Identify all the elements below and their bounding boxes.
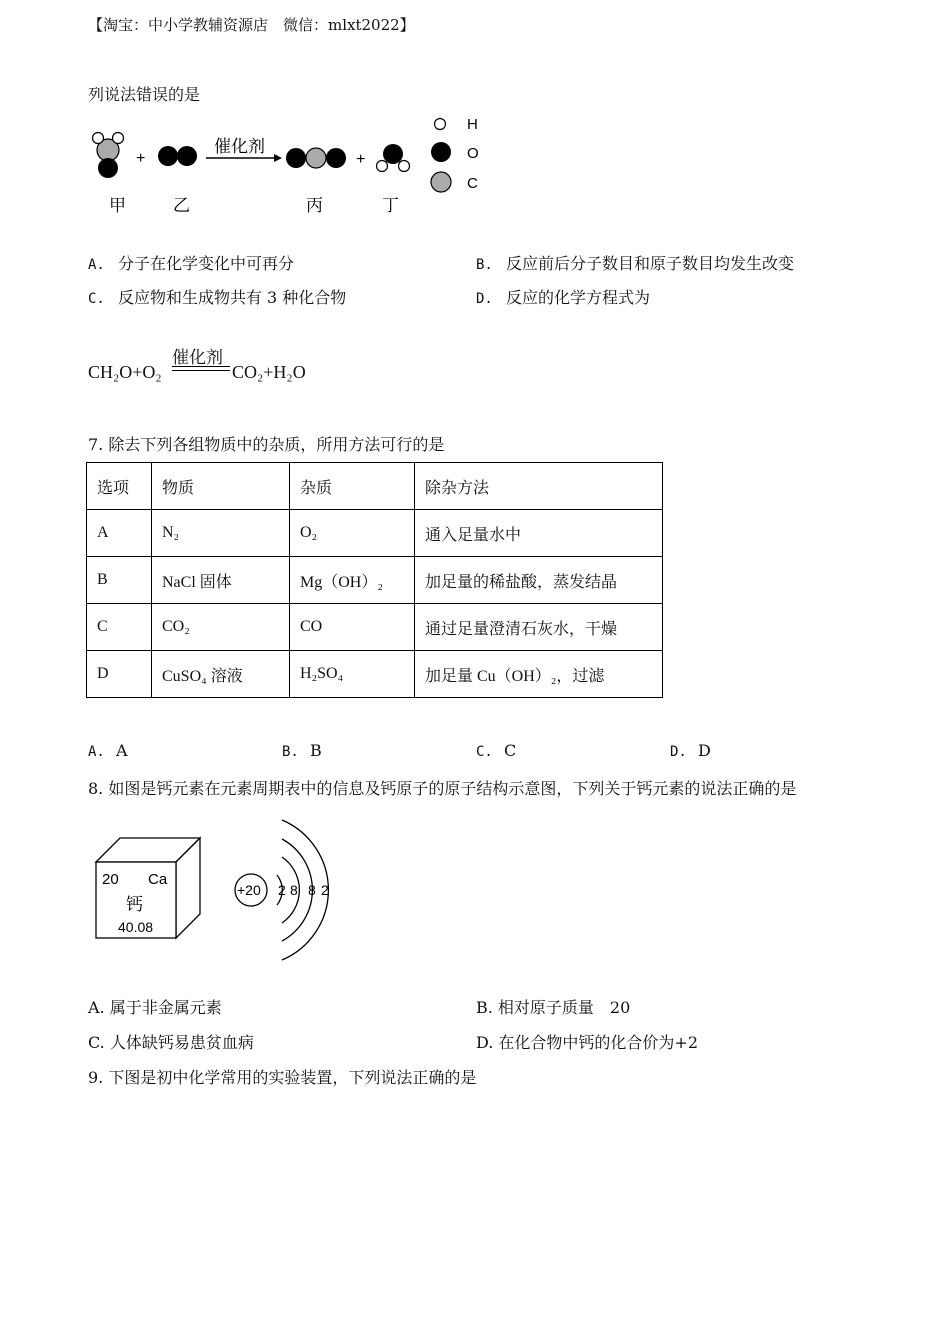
equation-catalyst: 催化剂 bbox=[172, 348, 223, 368]
equation-right: CO₂+H₂O bbox=[232, 362, 306, 382]
table-cell: 加足量的稀盐酸，蒸发结晶 bbox=[415, 557, 663, 604]
table-cell: H₂SO₄ bbox=[290, 651, 415, 698]
q7-option-d[interactable]: D. D bbox=[670, 741, 711, 760]
element-mass: 40.08 bbox=[118, 919, 154, 935]
label-ding: 丁 bbox=[382, 196, 399, 216]
table-header: 除杂方法 bbox=[415, 463, 663, 510]
shell-electrons-1: 2 bbox=[278, 882, 286, 898]
label-bing: 丙 bbox=[306, 196, 323, 216]
q6-stem: 列说法错误的是 bbox=[88, 85, 201, 104]
label-yi: 乙 bbox=[173, 196, 190, 216]
q6-option-a[interactable]: A. 分子在化学变化中可再分 bbox=[88, 254, 294, 273]
nucleus-charge: +20 bbox=[237, 882, 261, 898]
table-cell: D bbox=[87, 651, 152, 698]
element-symbol: Ca bbox=[148, 871, 168, 888]
molecule-ding bbox=[377, 144, 410, 172]
q6-reaction-diagram bbox=[82, 108, 502, 228]
table-cell: CO₂ bbox=[152, 604, 290, 651]
q7-stem: 7. 除去下列各组物质中的杂质，所用方法可行的是 bbox=[88, 435, 445, 454]
table-row bbox=[87, 510, 663, 557]
q6-option-d[interactable]: D. 反应的化学方程式为 bbox=[476, 288, 650, 307]
molecule-bing bbox=[286, 148, 346, 168]
table-cell: C bbox=[87, 604, 152, 651]
table-cell: Mg（OH）₂ bbox=[290, 557, 415, 604]
table-header: 杂质 bbox=[290, 463, 415, 510]
element-card bbox=[90, 830, 210, 946]
table-header: 物质 bbox=[152, 463, 290, 510]
q7-option-b[interactable]: B. B bbox=[282, 741, 322, 760]
q7-table bbox=[86, 462, 663, 698]
equals-line-top bbox=[172, 366, 230, 367]
atom-structure-diagram bbox=[230, 815, 340, 965]
arrow-head-icon bbox=[274, 154, 282, 162]
table-cell: 通入足量水中 bbox=[415, 510, 663, 557]
q8-option-a[interactable]: A. 属于非金属元素 bbox=[88, 998, 222, 1017]
label-jia: 甲 bbox=[109, 196, 126, 216]
shell-electrons-4: 2 bbox=[321, 882, 329, 898]
table-row bbox=[87, 557, 663, 604]
legend-h: H bbox=[467, 116, 478, 133]
q8-option-c[interactable]: C. 人体缺钙易患贫血病 bbox=[88, 1033, 254, 1052]
element-name: 钙 bbox=[126, 895, 143, 915]
q6-option-c[interactable]: C. 反应物和生成物共有 3 种化合物 bbox=[88, 288, 347, 307]
table-cell: A bbox=[87, 510, 152, 557]
molecule-yi bbox=[158, 146, 197, 166]
q8-option-b[interactable]: B. 相对原子质量 20 bbox=[476, 998, 631, 1017]
shell-electrons-3: 8 bbox=[308, 882, 316, 898]
arrow-catalyst-label: 催化剂 bbox=[214, 137, 265, 157]
element-number: 20 bbox=[102, 871, 119, 888]
atom-legend bbox=[431, 116, 479, 192]
q9-stem: 9. 下图是初中化学常用的实验装置，下列说法正确的是 bbox=[88, 1068, 477, 1087]
equation-left: CH₂O+O₂ bbox=[88, 362, 162, 382]
page-header: 【淘宝：中小学教辅资源店 微信：mlxt2022】 bbox=[88, 16, 415, 34]
table-cell: B bbox=[87, 557, 152, 604]
plus-2: + bbox=[356, 151, 366, 168]
table-header-row bbox=[87, 463, 663, 510]
molecule-jia bbox=[93, 133, 124, 179]
q8-stem: 8. 如图是钙元素在元素周期表中的信息及钙原子的原子结构示意图，下列关于钙元素的说法正确的是 bbox=[88, 779, 797, 798]
table-cell: N₂ bbox=[152, 510, 290, 557]
shell-electrons-2: 8 bbox=[290, 882, 298, 898]
table-cell: CuSO₄ 溶液 bbox=[152, 651, 290, 698]
table-row bbox=[87, 651, 663, 698]
table-header: 选项 bbox=[87, 463, 152, 510]
table-cell: O₂ bbox=[290, 510, 415, 557]
plus-1: + bbox=[136, 150, 146, 167]
table-cell: 通过足量澄清石灰水，干燥 bbox=[415, 604, 663, 651]
q7-option-a[interactable]: A. A bbox=[88, 741, 128, 760]
table-cell: CO bbox=[290, 604, 415, 651]
legend-c: C bbox=[467, 175, 478, 192]
table-row bbox=[87, 604, 663, 651]
q6-option-b[interactable]: B. 反应前后分子数目和原子数目均发生改变 bbox=[476, 254, 794, 273]
q7-option-c[interactable]: C. C bbox=[476, 741, 517, 760]
equals-line-bottom bbox=[172, 370, 230, 371]
q8-option-d[interactable]: D. 在化合物中钙的化合价为+2 bbox=[476, 1033, 699, 1052]
legend-o: O bbox=[467, 145, 479, 162]
table-cell: 加足量 Cu（OH）₂，过滤 bbox=[415, 651, 663, 698]
table-cell: NaCl 固体 bbox=[152, 557, 290, 604]
